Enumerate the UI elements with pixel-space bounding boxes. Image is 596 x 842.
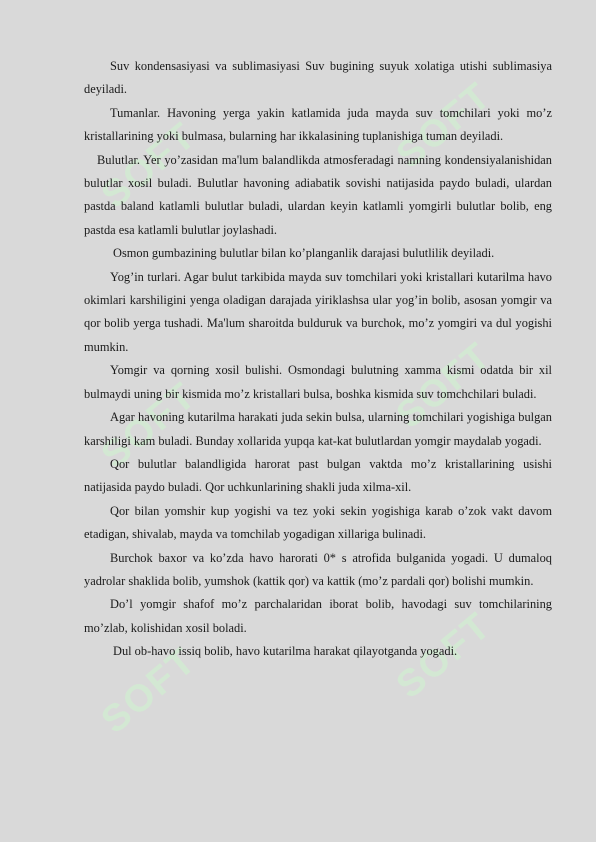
paragraph-clouds: Bulutlar. Yer yo’zasidan ma'lum balandlikda atmosferadagi namning kondensiyalanishidan bulutlar xosil buladi. Bulutlar havoning adiabatik sovishi natijasida paydo buladi, ulardan pastda baland katlamli bulutlar buladi, ulardan keyin katlamli yomgirli bulutlar bolib, eng pastda esa katlamli bulutlar joylashadi.: [84, 152, 552, 237]
document-body: [84, 55, 552, 664]
watermark-text: SOFT: [388, 334, 500, 437]
paragraph-graupel: Burchok baxor va ko’zda havo harorati 0* s atrofida bulganida yogadi. U dumaloq yadrolar shaklida bolib, yumshok (kattik qor) va kattik (mo’z pardali qor) bolishi mumkin.: [84, 550, 552, 588]
paragraph-fog: Tumanlar. Havoning yerga yakin katlamida juda mayda suv tomchilari yoki mo’z kristallarining yoki bulmasa, bularning har ikkalasining tuplanishiga tuman deyiladi.: [84, 105, 552, 144]
paragraph-snow: Qor bulutlar balandligida harorat past bulgan vaktda mo’z kristallarining usishi natijasida paydo buladi. Qor uchkunlarining shakli juda xilma-xil.: [84, 456, 552, 495]
watermark-text: SOFT: [93, 114, 205, 217]
paragraph-slow-updraft: Agar havoning kutarilma harakati juda sekin bulsa, ularning tomchilari yogishiga bulgan karshiligi kam buladi. Bunday xollarida yupqa kat-kat bulutlardan yomgir maydalab yogadi.: [84, 410, 552, 448]
paragraph-ice-pellets: Do’l yomgir shafof mo’z parchalaridan iborat bolib, havodagi suv tomchilarining mo’zlab, kolishidan xosil boladi.: [84, 597, 552, 635]
paragraph-hail: Dul ob-havo issiq bolib, havo kutarilma harakat qilayotganda yogadi.: [113, 644, 458, 659]
watermark-text: SOFT: [388, 74, 500, 177]
paragraph-snow-rain-duration: Qor bilan yomshir kup yogishi va tez yoki sekin yogishiga karab o’zok vakt davom etadigan, shivalab, mayda va tomchilab yogadigan xillariga bulinadi.: [84, 503, 552, 542]
paragraph-condensation: Suv kondensasiyasi va sublimasiyasi Suv bugining suyuk xolatiga utishi sublimasiya deyiladi.: [84, 59, 552, 97]
paragraph-precipitation-types: Yog’in turlari. Agar bulut tarkibida mayda suv tomchilari yoki kristallari kutarilma havo okimlari karshiligini yenga oladigan darajada yiriklashsa ular yog’in bolib, asosan yomgir va qor bolib yerga tushadi. Ma'lum sharoitda bulduruk va burchok, mo’z yomgiri va dul yogishi mumkin.: [84, 269, 552, 354]
watermark-text: SOFT: [388, 604, 500, 707]
watermark-text: SOFT: [93, 374, 205, 477]
paragraph-cloudiness: Osmon gumbazining bulutlar bilan ko’planganlik darajasi bulutlilik deyiladi.: [113, 246, 495, 261]
watermark-text: SOFT: [93, 639, 205, 742]
paragraph-rain-snow-formation: Yomgir va qorning xosil bulishi. Osmondagi bulutning xamma kismi odatda bir xil bulmaydi uning bir kismida mo’z kristallari bulsa, boshka kismida suv tomchchilari buladi.: [84, 363, 552, 401]
